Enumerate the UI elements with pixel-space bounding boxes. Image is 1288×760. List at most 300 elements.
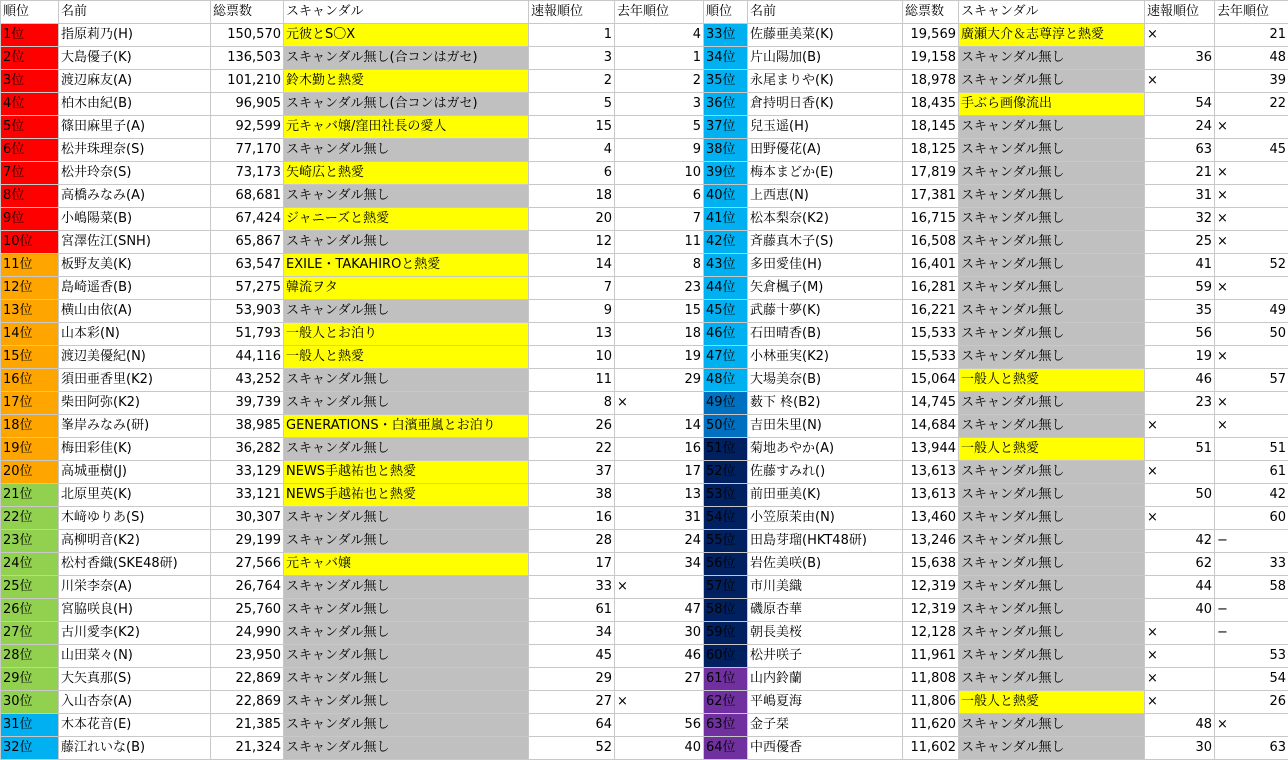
prelim-rank-cell[interactable]: 17	[529, 553, 615, 576]
votes-cell[interactable]: 44,116	[211, 346, 284, 369]
scandal-cell[interactable]: スキャンダル無し	[959, 576, 1145, 599]
prelim-rank-cell[interactable]: 13	[529, 323, 615, 346]
scandal-cell[interactable]: スキャンダル無し	[959, 70, 1145, 93]
prelim-rank-cell[interactable]: ×	[1145, 645, 1215, 668]
scandal-cell[interactable]: 一般人と熱愛	[959, 369, 1145, 392]
header-prelim-rank[interactable]: 速報順位	[1145, 1, 1215, 24]
prelim-rank-cell[interactable]: 25	[1145, 231, 1215, 254]
scandal-cell[interactable]: スキャンダル無し	[959, 737, 1145, 760]
votes-cell[interactable]: 15,533	[903, 323, 959, 346]
member-name-cell[interactable]: 松井玲奈(S)	[59, 162, 211, 185]
member-name-cell[interactable]: 前田亜美(K)	[748, 484, 903, 507]
member-name-cell[interactable]: 宮澤佐江(SNH)	[59, 231, 211, 254]
last-year-rank-cell[interactable]: 58	[1215, 576, 1288, 599]
scandal-cell[interactable]: 韓流ヲタ	[284, 277, 529, 300]
prelim-rank-cell[interactable]: 12	[529, 231, 615, 254]
last-year-rank-cell[interactable]: 34	[615, 553, 704, 576]
last-year-rank-cell[interactable]: 46	[615, 645, 704, 668]
member-name-cell[interactable]: 吉田朱里(N)	[748, 415, 903, 438]
prelim-rank-cell[interactable]: 21	[1145, 162, 1215, 185]
member-name-cell[interactable]: 梅本まどか(E)	[748, 162, 903, 185]
prelim-rank-cell[interactable]: 54	[1145, 93, 1215, 116]
prelim-rank-cell[interactable]: 11	[529, 369, 615, 392]
votes-cell[interactable]: 26,764	[211, 576, 284, 599]
member-name-cell[interactable]: 古川愛李(K2)	[59, 622, 211, 645]
member-name-cell[interactable]: 高城亜樹(J)	[59, 461, 211, 484]
last-year-rank-cell[interactable]: 10	[615, 162, 704, 185]
prelim-rank-cell[interactable]: 24	[1145, 116, 1215, 139]
prelim-rank-cell[interactable]: 34	[529, 622, 615, 645]
rank-cell[interactable]: 48位	[704, 369, 748, 392]
member-name-cell[interactable]: 矢倉楓子(M)	[748, 277, 903, 300]
prelim-rank-cell[interactable]: ×	[1145, 507, 1215, 530]
votes-cell[interactable]: 22,869	[211, 668, 284, 691]
member-name-cell[interactable]: 高柳明音(K2)	[59, 530, 211, 553]
prelim-rank-cell[interactable]: 32	[1145, 208, 1215, 231]
rank-cell[interactable]: 62位	[704, 691, 748, 714]
scandal-cell[interactable]: 矢崎広と熱愛	[284, 162, 529, 185]
member-name-cell[interactable]: 市川美織	[748, 576, 903, 599]
member-name-cell[interactable]: 田島芽瑠(HKT48研)	[748, 530, 903, 553]
scandal-cell[interactable]: スキャンダル無し	[959, 208, 1145, 231]
last-year-rank-cell[interactable]: ×	[1215, 415, 1288, 438]
scandal-cell[interactable]: スキャンダル無し	[284, 530, 529, 553]
member-name-cell[interactable]: 梅田彩佳(K)	[59, 438, 211, 461]
last-year-rank-cell[interactable]: 7	[615, 208, 704, 231]
votes-cell[interactable]: 15,064	[903, 369, 959, 392]
prelim-rank-cell[interactable]: 2	[529, 70, 615, 93]
last-year-rank-cell[interactable]: 45	[1215, 139, 1288, 162]
last-year-rank-cell[interactable]: 16	[615, 438, 704, 461]
member-name-cell[interactable]: 多田愛佳(H)	[748, 254, 903, 277]
prelim-rank-cell[interactable]: 52	[529, 737, 615, 760]
rank-cell[interactable]: 63位	[704, 714, 748, 737]
last-year-rank-cell[interactable]: ×	[615, 392, 704, 415]
last-year-rank-cell[interactable]: ×	[1215, 231, 1288, 254]
prelim-rank-cell[interactable]: 14	[529, 254, 615, 277]
scandal-cell[interactable]: スキャンダル無し	[284, 576, 529, 599]
prelim-rank-cell[interactable]: 40	[1145, 599, 1215, 622]
votes-cell[interactable]: 36,282	[211, 438, 284, 461]
prelim-rank-cell[interactable]: 10	[529, 346, 615, 369]
scandal-cell[interactable]: 一般人と熱愛	[284, 346, 529, 369]
member-name-cell[interactable]: 金子栞	[748, 714, 903, 737]
prelim-rank-cell[interactable]: ×	[1145, 415, 1215, 438]
scandal-cell[interactable]: スキャンダル無し	[959, 553, 1145, 576]
scandal-cell[interactable]: スキャンダル無し	[959, 254, 1145, 277]
votes-cell[interactable]: 33,121	[211, 484, 284, 507]
votes-cell[interactable]: 23,950	[211, 645, 284, 668]
scandal-cell[interactable]: NEWS手越祐也と熱愛	[284, 461, 529, 484]
last-year-rank-cell[interactable]: 30	[615, 622, 704, 645]
rank-cell[interactable]: 16位	[1, 369, 59, 392]
rank-cell[interactable]: 54位	[704, 507, 748, 530]
header-scandal[interactable]: スキャンダル	[284, 1, 529, 24]
votes-cell[interactable]: 101,210	[211, 70, 284, 93]
last-year-rank-cell[interactable]: 56	[615, 714, 704, 737]
prelim-rank-cell[interactable]: 48	[1145, 714, 1215, 737]
rank-cell[interactable]: 61位	[704, 668, 748, 691]
votes-cell[interactable]: 68,681	[211, 185, 284, 208]
member-name-cell[interactable]: 上西恵(N)	[748, 185, 903, 208]
rank-cell[interactable]: 64位	[704, 737, 748, 760]
rank-cell[interactable]: 11位	[1, 254, 59, 277]
votes-cell[interactable]: 13,460	[903, 507, 959, 530]
votes-cell[interactable]: 14,684	[903, 415, 959, 438]
prelim-rank-cell[interactable]: 31	[1145, 185, 1215, 208]
member-name-cell[interactable]: 大場美奈(B)	[748, 369, 903, 392]
rank-cell[interactable]: 39位	[704, 162, 748, 185]
scandal-cell[interactable]: 廣瀬大介＆志尊淳と熱愛	[959, 24, 1145, 47]
scandal-cell[interactable]: スキャンダル無し	[959, 300, 1145, 323]
rank-cell[interactable]: 58位	[704, 599, 748, 622]
member-name-cell[interactable]: 石田晴香(B)	[748, 323, 903, 346]
last-year-rank-cell[interactable]: 14	[615, 415, 704, 438]
votes-cell[interactable]: 53,903	[211, 300, 284, 323]
scandal-cell[interactable]: スキャンダル無し	[959, 622, 1145, 645]
last-year-rank-cell[interactable]: 27	[615, 668, 704, 691]
last-year-rank-cell[interactable]: 47	[615, 599, 704, 622]
rank-cell[interactable]: 10位	[1, 231, 59, 254]
votes-cell[interactable]: 16,715	[903, 208, 959, 231]
rank-cell[interactable]: 30位	[1, 691, 59, 714]
votes-cell[interactable]: 19,158	[903, 47, 959, 70]
member-name-cell[interactable]: 横山由依(A)	[59, 300, 211, 323]
rank-cell[interactable]: 42位	[704, 231, 748, 254]
scandal-cell[interactable]: スキャンダル無し	[959, 599, 1145, 622]
last-year-rank-cell[interactable]: −	[1215, 599, 1288, 622]
prelim-rank-cell[interactable]: 46	[1145, 369, 1215, 392]
scandal-cell[interactable]: スキャンダル無し	[959, 162, 1145, 185]
header-scandal[interactable]: スキャンダル	[959, 1, 1145, 24]
scandal-cell[interactable]: スキャンダル無し	[959, 323, 1145, 346]
rank-cell[interactable]: 20位	[1, 461, 59, 484]
votes-cell[interactable]: 12,319	[903, 599, 959, 622]
header-rank[interactable]: 順位	[704, 1, 748, 24]
last-year-rank-cell[interactable]: ×	[1215, 346, 1288, 369]
prelim-rank-cell[interactable]: 36	[1145, 47, 1215, 70]
rank-cell[interactable]: 35位	[704, 70, 748, 93]
member-name-cell[interactable]: 武藤十夢(K)	[748, 300, 903, 323]
rank-cell[interactable]: 24位	[1, 553, 59, 576]
scandal-cell[interactable]: スキャンダル無し	[959, 415, 1145, 438]
votes-cell[interactable]: 67,424	[211, 208, 284, 231]
prelim-rank-cell[interactable]: 19	[1145, 346, 1215, 369]
scandal-cell[interactable]: スキャンダル無し	[284, 714, 529, 737]
rank-cell[interactable]: 45位	[704, 300, 748, 323]
votes-cell[interactable]: 150,570	[211, 24, 284, 47]
last-year-rank-cell[interactable]: 11	[615, 231, 704, 254]
rank-cell[interactable]: 51位	[704, 438, 748, 461]
prelim-rank-cell[interactable]: 5	[529, 93, 615, 116]
votes-cell[interactable]: 15,638	[903, 553, 959, 576]
rank-cell[interactable]: 41位	[704, 208, 748, 231]
prelim-rank-cell[interactable]: 42	[1145, 530, 1215, 553]
votes-cell[interactable]: 22,869	[211, 691, 284, 714]
last-year-rank-cell[interactable]: 13	[615, 484, 704, 507]
member-name-cell[interactable]: 入山杏奈(A)	[59, 691, 211, 714]
scandal-cell[interactable]: スキャンダル無し	[284, 139, 529, 162]
scandal-cell[interactable]: 元彼とS〇X	[284, 24, 529, 47]
prelim-rank-cell[interactable]: 56	[1145, 323, 1215, 346]
last-year-rank-cell[interactable]: 18	[615, 323, 704, 346]
rank-cell[interactable]: 23位	[1, 530, 59, 553]
prelim-rank-cell[interactable]: 23	[1145, 392, 1215, 415]
scandal-cell[interactable]: スキャンダル無し	[284, 599, 529, 622]
votes-cell[interactable]: 96,905	[211, 93, 284, 116]
last-year-rank-cell[interactable]: ×	[1215, 208, 1288, 231]
prelim-rank-cell[interactable]: 7	[529, 277, 615, 300]
votes-cell[interactable]: 25,760	[211, 599, 284, 622]
last-year-rank-cell[interactable]: 26	[1215, 691, 1288, 714]
last-year-rank-cell[interactable]: 19	[615, 346, 704, 369]
member-name-cell[interactable]: 川栄李奈(A)	[59, 576, 211, 599]
member-name-cell[interactable]: 松井珠理奈(S)	[59, 139, 211, 162]
last-year-rank-cell[interactable]: ×	[1215, 162, 1288, 185]
scandal-cell[interactable]: スキャンダル無し	[959, 484, 1145, 507]
votes-cell[interactable]: 63,547	[211, 254, 284, 277]
scandal-cell[interactable]: 一般人と熱愛	[959, 691, 1145, 714]
last-year-rank-cell[interactable]: 54	[1215, 668, 1288, 691]
scandal-cell[interactable]: スキャンダル無し	[959, 645, 1145, 668]
member-name-cell[interactable]: 斉藤真木子(S)	[748, 231, 903, 254]
prelim-rank-cell[interactable]: 59	[1145, 277, 1215, 300]
rank-cell[interactable]: 53位	[704, 484, 748, 507]
prelim-rank-cell[interactable]: 62	[1145, 553, 1215, 576]
scandal-cell[interactable]: NEWS手越祐也と熱愛	[284, 484, 529, 507]
votes-cell[interactable]: 13,613	[903, 484, 959, 507]
scandal-cell[interactable]: スキャンダル無し	[959, 47, 1145, 70]
rank-cell[interactable]: 27位	[1, 622, 59, 645]
votes-cell[interactable]: 17,819	[903, 162, 959, 185]
member-name-cell[interactable]: 兒玉遥(H)	[748, 116, 903, 139]
scandal-cell[interactable]: スキャンダル無し	[284, 438, 529, 461]
last-year-rank-cell[interactable]: 57	[1215, 369, 1288, 392]
votes-cell[interactable]: 38,985	[211, 415, 284, 438]
prelim-rank-cell[interactable]: 8	[529, 392, 615, 415]
rank-cell[interactable]: 7位	[1, 162, 59, 185]
header-name[interactable]: 名前	[748, 1, 903, 24]
scandal-cell[interactable]: スキャンダル無し	[284, 185, 529, 208]
rank-cell[interactable]: 33位	[704, 24, 748, 47]
last-year-rank-cell[interactable]: 3	[615, 93, 704, 116]
last-year-rank-cell[interactable]: −	[1215, 530, 1288, 553]
scandal-cell[interactable]: スキャンダル無し	[284, 691, 529, 714]
last-year-rank-cell[interactable]: 8	[615, 254, 704, 277]
votes-cell[interactable]: 11,806	[903, 691, 959, 714]
member-name-cell[interactable]: 島崎遥香(B)	[59, 277, 211, 300]
prelim-rank-cell[interactable]: 33	[529, 576, 615, 599]
rank-cell[interactable]: 46位	[704, 323, 748, 346]
last-year-rank-cell[interactable]: 60	[1215, 507, 1288, 530]
member-name-cell[interactable]: 小林亜実(K2)	[748, 346, 903, 369]
rank-cell[interactable]: 21位	[1, 484, 59, 507]
member-name-cell[interactable]: 山本彩(N)	[59, 323, 211, 346]
last-year-rank-cell[interactable]: 2	[615, 70, 704, 93]
scandal-cell[interactable]: スキャンダル無し	[959, 507, 1145, 530]
scandal-cell[interactable]: スキャンダル無し	[284, 737, 529, 760]
votes-cell[interactable]: 18,978	[903, 70, 959, 93]
member-name-cell[interactable]: 小笠原茉由(N)	[748, 507, 903, 530]
last-year-rank-cell[interactable]: ×	[615, 576, 704, 599]
member-name-cell[interactable]: 松本梨奈(K2)	[748, 208, 903, 231]
member-name-cell[interactable]: 須田亜香里(K2)	[59, 369, 211, 392]
prelim-rank-cell[interactable]: ×	[1145, 622, 1215, 645]
scandal-cell[interactable]: スキャンダル無し	[959, 139, 1145, 162]
last-year-rank-cell[interactable]: ×	[615, 691, 704, 714]
scandal-cell[interactable]: 一般人と熱愛	[959, 438, 1145, 461]
votes-cell[interactable]: 18,145	[903, 116, 959, 139]
rank-cell[interactable]: 56位	[704, 553, 748, 576]
rank-cell[interactable]: 31位	[1, 714, 59, 737]
last-year-rank-cell[interactable]: ×	[1215, 185, 1288, 208]
scandal-cell[interactable]: スキャンダル無し(合コンはガセ)	[284, 47, 529, 70]
member-name-cell[interactable]: 松井咲子	[748, 645, 903, 668]
member-name-cell[interactable]: 佐藤すみれ()	[748, 461, 903, 484]
last-year-rank-cell[interactable]: ×	[1215, 392, 1288, 415]
member-name-cell[interactable]: 渡辺美優紀(N)	[59, 346, 211, 369]
member-name-cell[interactable]: 柴田阿弥(K2)	[59, 392, 211, 415]
header-votes[interactable]: 総票数	[903, 1, 959, 24]
votes-cell[interactable]: 21,324	[211, 737, 284, 760]
member-name-cell[interactable]: 北原里英(K)	[59, 484, 211, 507]
votes-cell[interactable]: 16,221	[903, 300, 959, 323]
rank-cell[interactable]: 52位	[704, 461, 748, 484]
rank-cell[interactable]: 12位	[1, 277, 59, 300]
last-year-rank-cell[interactable]: 52	[1215, 254, 1288, 277]
last-year-rank-cell[interactable]: 23	[615, 277, 704, 300]
last-year-rank-cell[interactable]: 22	[1215, 93, 1288, 116]
rank-cell[interactable]: 57位	[704, 576, 748, 599]
scandal-cell[interactable]: スキャンダル無し	[284, 369, 529, 392]
scandal-cell[interactable]: GENERATIONS・白濱亜嵐とお泊り	[284, 415, 529, 438]
last-year-rank-cell[interactable]: ×	[1215, 714, 1288, 737]
votes-cell[interactable]: 11,620	[903, 714, 959, 737]
prelim-rank-cell[interactable]: ×	[1145, 70, 1215, 93]
last-year-rank-cell[interactable]: 21	[1215, 24, 1288, 47]
prelim-rank-cell[interactable]: 26	[529, 415, 615, 438]
scandal-cell[interactable]: 鈴木勤と熱愛	[284, 70, 529, 93]
prelim-rank-cell[interactable]: 9	[529, 300, 615, 323]
member-name-cell[interactable]: 峯岸みなみ(研)	[59, 415, 211, 438]
scandal-cell[interactable]: スキャンダル無し	[959, 185, 1145, 208]
votes-cell[interactable]: 12,128	[903, 622, 959, 645]
member-name-cell[interactable]: 木本花音(E)	[59, 714, 211, 737]
scandal-cell[interactable]: スキャンダル無し	[959, 392, 1145, 415]
scandal-cell[interactable]: スキャンダル無し	[959, 530, 1145, 553]
member-name-cell[interactable]: 菊地あやか(A)	[748, 438, 903, 461]
rank-cell[interactable]: 59位	[704, 622, 748, 645]
votes-cell[interactable]: 16,401	[903, 254, 959, 277]
votes-cell[interactable]: 11,602	[903, 737, 959, 760]
member-name-cell[interactable]: 渡辺麻友(A)	[59, 70, 211, 93]
member-name-cell[interactable]: 田野優花(A)	[748, 139, 903, 162]
prelim-rank-cell[interactable]: 22	[529, 438, 615, 461]
prelim-rank-cell[interactable]: ×	[1145, 668, 1215, 691]
prelim-rank-cell[interactable]: 45	[529, 645, 615, 668]
rank-cell[interactable]: 4位	[1, 93, 59, 116]
rank-cell[interactable]: 8位	[1, 185, 59, 208]
rank-cell[interactable]: 1位	[1, 24, 59, 47]
rank-cell[interactable]: 37位	[704, 116, 748, 139]
rank-cell[interactable]: 38位	[704, 139, 748, 162]
prelim-rank-cell[interactable]: 4	[529, 139, 615, 162]
votes-cell[interactable]: 65,867	[211, 231, 284, 254]
member-name-cell[interactable]: 薮下 柊(B2)	[748, 392, 903, 415]
last-year-rank-cell[interactable]: ×	[1215, 277, 1288, 300]
scandal-cell[interactable]: スキャンダル無し	[959, 668, 1145, 691]
rank-cell[interactable]: 60位	[704, 645, 748, 668]
header-name[interactable]: 名前	[59, 1, 211, 24]
votes-cell[interactable]: 11,961	[903, 645, 959, 668]
last-year-rank-cell[interactable]: 48	[1215, 47, 1288, 70]
header-prelim-rank[interactable]: 速報順位	[529, 1, 615, 24]
prelim-rank-cell[interactable]: 41	[1145, 254, 1215, 277]
votes-cell[interactable]: 43,252	[211, 369, 284, 392]
votes-cell[interactable]: 12,319	[903, 576, 959, 599]
scandal-cell[interactable]: 手ぶら画像流出	[959, 93, 1145, 116]
member-name-cell[interactable]: 片山陽加(B)	[748, 47, 903, 70]
last-year-rank-cell[interactable]: 4	[615, 24, 704, 47]
rank-cell[interactable]: 14位	[1, 323, 59, 346]
prelim-rank-cell[interactable]: 38	[529, 484, 615, 507]
rank-cell[interactable]: 36位	[704, 93, 748, 116]
votes-cell[interactable]: 24,990	[211, 622, 284, 645]
last-year-rank-cell[interactable]: 33	[1215, 553, 1288, 576]
rank-cell[interactable]: 2位	[1, 47, 59, 70]
prelim-rank-cell[interactable]: ×	[1145, 24, 1215, 47]
member-name-cell[interactable]: 指原莉乃(H)	[59, 24, 211, 47]
scandal-cell[interactable]: スキャンダル無し	[959, 346, 1145, 369]
member-name-cell[interactable]: 磯原杏華	[748, 599, 903, 622]
member-name-cell[interactable]: 中西優香	[748, 737, 903, 760]
prelim-rank-cell[interactable]: 29	[529, 668, 615, 691]
scandal-cell[interactable]: スキャンダル無し	[284, 231, 529, 254]
header-rank[interactable]: 順位	[1, 1, 59, 24]
votes-cell[interactable]: 136,503	[211, 47, 284, 70]
rank-cell[interactable]: 19位	[1, 438, 59, 461]
prelim-rank-cell[interactable]: 6	[529, 162, 615, 185]
last-year-rank-cell[interactable]: 63	[1215, 737, 1288, 760]
rank-cell[interactable]: 26位	[1, 599, 59, 622]
prelim-rank-cell[interactable]: 50	[1145, 484, 1215, 507]
member-name-cell[interactable]: 大島優子(K)	[59, 47, 211, 70]
rank-cell[interactable]: 34位	[704, 47, 748, 70]
rank-cell[interactable]: 49位	[704, 392, 748, 415]
member-name-cell[interactable]: 板野友美(K)	[59, 254, 211, 277]
last-year-rank-cell[interactable]: 17	[615, 461, 704, 484]
last-year-rank-cell[interactable]: 6	[615, 185, 704, 208]
votes-cell[interactable]: 13,944	[903, 438, 959, 461]
prelim-rank-cell[interactable]: 18	[529, 185, 615, 208]
last-year-rank-cell[interactable]: 24	[615, 530, 704, 553]
member-name-cell[interactable]: 岩佐美咲(B)	[748, 553, 903, 576]
scandal-cell[interactable]: スキャンダル無し	[959, 231, 1145, 254]
votes-cell[interactable]: 73,173	[211, 162, 284, 185]
rank-cell[interactable]: 5位	[1, 116, 59, 139]
prelim-rank-cell[interactable]: 61	[529, 599, 615, 622]
member-name-cell[interactable]: 藤江れいな(B)	[59, 737, 211, 760]
rank-cell[interactable]: 25位	[1, 576, 59, 599]
prelim-rank-cell[interactable]: 28	[529, 530, 615, 553]
member-name-cell[interactable]: 山内鈴蘭	[748, 668, 903, 691]
member-name-cell[interactable]: 篠田麻里子(A)	[59, 116, 211, 139]
rank-cell[interactable]: 47位	[704, 346, 748, 369]
member-name-cell[interactable]: 宮脇咲良(H)	[59, 599, 211, 622]
prelim-rank-cell[interactable]: ×	[1145, 461, 1215, 484]
votes-cell[interactable]: 11,808	[903, 668, 959, 691]
member-name-cell[interactable]: 永尾まりや(K)	[748, 70, 903, 93]
